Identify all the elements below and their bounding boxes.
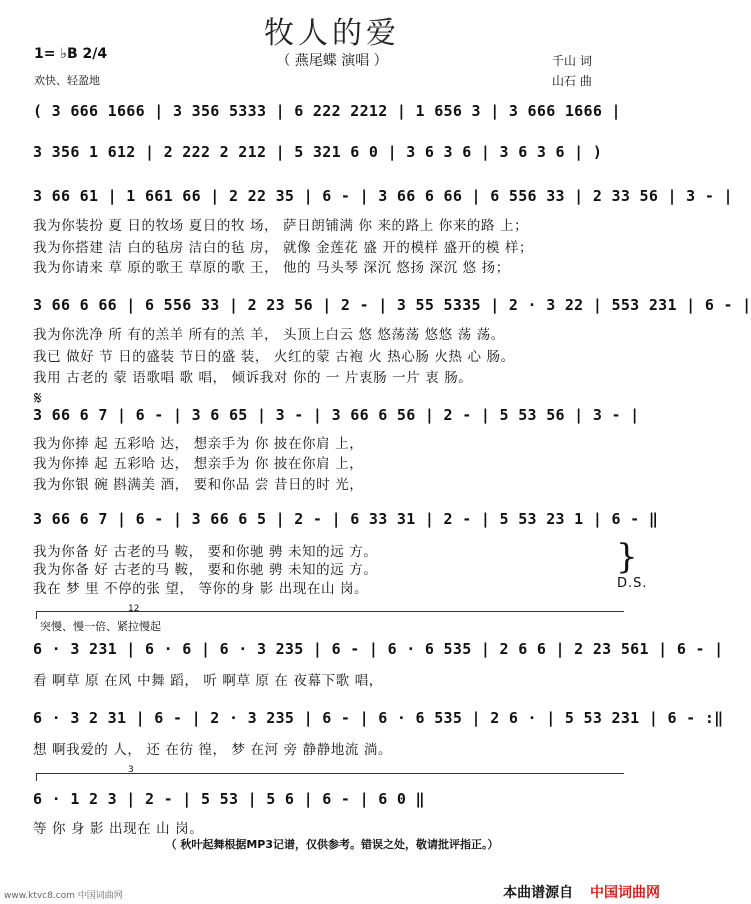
chorus-lyric-line: 我为你备 好 古老的马 鞍， 要和你驰 骋 未知的远 方。 [33,544,378,560]
verse-lyric-line: 我为你请来 草 原的歌王 草原的歌 王， 他的 马头琴 深沉 悠扬 深沉 悠 扬； [33,260,510,276]
chorus-lyric-line: 我为你捧 起 五彩哈 达， 想亲手为 你 披在你肩 上， [33,436,364,452]
bridge-notation-line-1: 6 · 3 231 | 6 · 6 | 6 · 3 235 | 6 - | 6 · 6 535 | 2 6 6 | 2 23 561 | 6 - | [33,640,724,658]
key-signature: 1= ♭B 2/4 [34,46,108,62]
bridge-lyric-line: 看 啊草 原 在风 中舞 蹈， 听 啊草 原 在 夜幕下歌 唱， [33,673,383,689]
verse-lyric-line: 我已 做好 节 日的盛装 节日的盛 装， 火红的蒙 古袍 火 热心肠 火热 心 肠。 [33,349,515,365]
volta-number: 12 [128,604,140,614]
dal-segno-marking: D.S. [617,576,648,591]
footer-watermark: www.ktvc8.com 中国词曲网 [4,891,123,901]
footer-source [503,882,660,902]
footer-site-link[interactable]: 中国词曲网 [590,885,660,901]
volta-number: 3 [128,765,134,775]
verse-lyric-line: 我为你洗净 所 有的羔羊 所有的羔 羊， 头顶上白云 悠 悠荡荡 悠悠 荡 荡。 [33,327,505,343]
verse-lyric-line: 我为你搭建 洁 白的毡房 洁白的毡 房， 就像 金莲花 盛 开的模样 盛开的模 样； [33,240,534,256]
song-title: 牧人的爱 [264,16,400,51]
intro-notation-line-1: ( 3 666 1666 | 3 356 5333 | 6 222 2212 | 1 656 3 | 3 666 1666 | [33,102,621,120]
volta-bracket-1-tick [36,611,37,619]
volta-bracket-2 [36,773,624,774]
bridge-lyric-line: 想 啊我爱的 人， 还 在彷 徨， 梦 在河 旁 静静地流 淌。 [33,742,393,758]
verse-lyric-line: 我用 古老的 蒙 语歌唱 歌 唱， 倾诉我对 你的 一 片衷肠 一片 衷 肠。 [33,370,473,386]
chorus-notation-line-2: 3 66 6 7 | 6 - | 3 66 6 5 | 2 - | 6 33 31 | 2 - | 5 53 23 1 | 6 - ‖ [33,510,659,528]
intro-notation-line-2: 3 356 1 612 | 2 222 2 212 | 5 321 6 0 | 3 6 3 6 | 3 6 3 6 | ) [33,143,603,161]
bridge-notation-line-2: 6 · 3 2 31 | 6 - | 2 · 3 235 | 6 - | 6 · 6 535 | 2 6 · | 5 53 231 | 6 - :‖ [33,709,724,727]
transcription-note: （ 秋叶起舞根据MP3记谱，仅供参考。错误之处，敬请批评指正。） [165,838,499,851]
volta-bracket-1 [36,611,624,612]
verse-notation-line-2: 3 66 6 66 | 6 556 33 | 2 23 56 | 2 - | 3 55 5335 | 2 · 3 22 | 553 231 | 6 - | [33,296,751,314]
performer-subtitle: （ 燕尾蝶 演唱 ） [276,53,388,69]
tempo-change-label: 突慢、慢一倍、紧拉慢起 [40,620,161,633]
ending-notation-line: 6 · 1 2 3 | 2 - | 5 53 | 5 6 | 6 - | 6 0 ‖ [33,790,425,808]
chorus-lyric-line: 我为你银 碗 斟满美 酒， 要和你品 尝 昔日的时 光， [33,477,364,493]
chorus-notation-line-1: 3 66 6 7 | 6 - | 3 6 65 | 3 - | 3 66 6 56 | 2 - | 5 53 56 | 3 - | [33,406,640,424]
chorus-lyric-line: 我在 梦 里 不停的张 望， 等你的身 影 出现在山 岗。 [33,581,369,597]
repeat-brace: } [616,537,638,577]
composer-credit: 山石 曲 [552,74,592,88]
verse-lyric-line: 我为你装扮 夏 日的牧场 夏日的牧 场， 萨日朗铺满 你 来的路上 你来的路 上； [33,218,529,234]
footer-source-label: 本曲谱源自 [503,885,574,901]
volta-bracket-2-tick [36,773,37,781]
lyricist-credit: 千山 词 [552,54,592,68]
verse-notation-line-1: 3 66 61 | 1 661 66 | 2 22 35 | 6 - | 3 66 6 66 | 6 556 33 | 2 33 56 | 3 - | [33,187,733,205]
chorus-lyric-line: 我为你备 好 古老的马 鞍， 要和你驰 骋 未知的远 方。 [33,562,378,578]
ending-lyric-line: 等 你 身 影 出现在 山 岗。 [33,821,204,837]
segno-sign: 𝄋 [34,388,42,409]
chorus-lyric-line: 我为你捧 起 五彩哈 达， 想亲手为 你 披在你肩 上， [33,456,364,472]
tempo-marking: 欢快、轻盈地 [34,74,100,87]
